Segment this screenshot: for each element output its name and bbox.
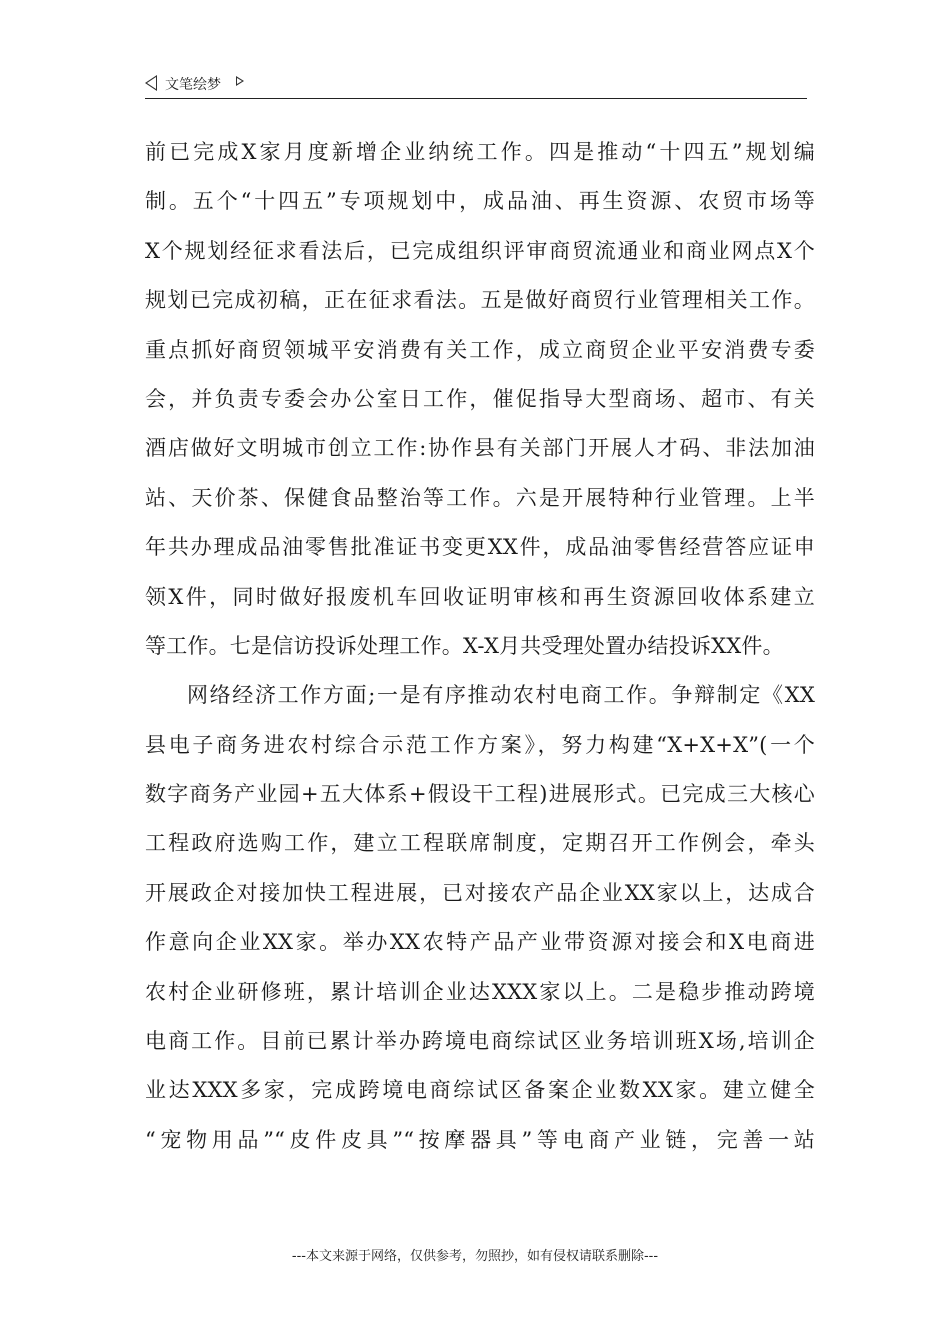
text-line-14: 数字商务产业园+五大体系+假设干工程)进展形式。已完成三大核心 bbox=[145, 782, 815, 807]
text-line-12: 网络经济工作方面;一是有序推动农村电商工作。争辩制定《XX bbox=[187, 683, 815, 708]
text-line-21: “宠物用品”“皮件皮具”“按摩器具”等电商产业链，完善一站 bbox=[145, 1127, 815, 1152]
text-line-10: 领X件，同时做好报废机车回收证明审核和再生资源回收体系建立 bbox=[145, 584, 815, 609]
text-line-19: 电商工作。目前已累计举办跨境电商综试区业务培训班X场,培训企 bbox=[145, 1029, 815, 1054]
text-line-15: 工程政府选购工作，建立工程联席制度，定期召开工作例会，牵头 bbox=[145, 831, 815, 856]
page-footer: ---本文来源于网络，仅供参考，勿照抄，如有侵权请联系删除--- bbox=[291, 1249, 659, 1264]
text-line-3: X个规划经征求看法后，已完成组织评审商贸流通业和商业网点X个 bbox=[145, 238, 815, 263]
text-line-2: 制。五个“十四五”专项规划中，成品油、再生资源、农贸市场等 bbox=[145, 189, 815, 214]
text-line-17: 作意向企业XX家。举办XX农特产品产业带资源对接会和X电商进 bbox=[145, 930, 815, 955]
header-title: 文笔绘梦 bbox=[165, 77, 221, 93]
text-line-9: 年共办理成品油零售批准证书变更XX件，成品油零售经营答应证申 bbox=[145, 535, 815, 560]
text-line-18: 农村企业研修班，累计培训企业达XXX家以上。二是稳步推动跨境 bbox=[145, 979, 815, 1004]
right-triangle-icon bbox=[236, 76, 244, 86]
text-line-6: 会，并负责专委会办公室日工作，催促指导大型商场、超市、有关 bbox=[145, 386, 815, 411]
text-line-20: 业达XXX多家，完成跨境电商综试区备案企业数XX家。建立健全 bbox=[145, 1078, 815, 1103]
text-line-1: 前已完成X家月度新增企业纳统工作。四是推动“十四五”规划编 bbox=[145, 140, 815, 164]
text-line-7: 酒店做好文明城市创立工作:协作县有关部门开展人才码、非法加油 bbox=[145, 436, 815, 461]
text-line-11: 等工作。七是信访投诉处理工作。X-X月共受理处置办结投诉XX件。 bbox=[145, 633, 784, 658]
text-line-13: 县电子商务进农村综合示范工作方案》，努力构建“X+X+X”(一个 bbox=[145, 732, 815, 757]
text-line-4: 规划已完成初稿，正在征求看法。五是做好商贸行业管理相关工作。 bbox=[145, 288, 815, 313]
text-line-8: 站、天价茶、保健食品整治等工作。六是开展特种行业管理。上半 bbox=[145, 485, 815, 510]
left-triangle-icon bbox=[145, 75, 157, 91]
text-line-5: 重点抓好商贸领城平安消费有关工作，成立商贸企业平安消费专委 bbox=[145, 337, 815, 362]
page-header bbox=[145, 72, 807, 99]
document-body bbox=[145, 128, 815, 1165]
text-line-16: 开展政企对接加快工程进展，已对接农产品企业XX家以上，达成合 bbox=[145, 880, 815, 905]
